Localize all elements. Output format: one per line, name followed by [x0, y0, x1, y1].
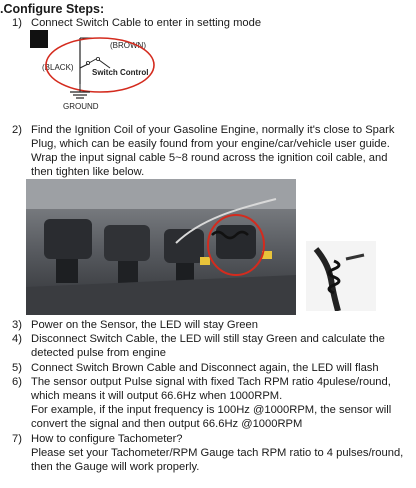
step-4-line-2: detected pulse from engine: [31, 347, 166, 359]
step-6-line-2: which means it will output 66.6Hz when 1000RPM.: [31, 390, 283, 402]
step-7-line-1: How to configure Tachometer?: [31, 433, 183, 445]
brown-label: (BROWN): [110, 41, 146, 50]
step-6-line-4: convert the signal and then output 66.6Hz @1000RPM: [31, 418, 303, 430]
cable-wrap-closeup-photo: [306, 241, 376, 311]
page-title: .Configure Steps:: [0, 2, 105, 16]
step-2-line-1: Find the Ignition Coil of your Gasoline Engine, normally it's close to Spark: [31, 124, 395, 136]
step-1-text: Connect Switch Cable to enter in setting mode: [31, 17, 262, 29]
step-3-number: 3): [12, 319, 22, 331]
ground-label: GROUND: [63, 102, 99, 111]
engine-ignition-coil-photo: [26, 179, 296, 315]
step-5-text: Connect Switch Brown Cable and Disconnect again, the LED will flash: [31, 362, 379, 374]
step-4-line-1: Disconnect Switch Cable, the LED will still stay Green and calculate the: [31, 333, 385, 345]
step-6-line-1: The sensor output Pulse signal with fixed Tach RPM ratio 4pulese/round,: [31, 376, 391, 388]
step-3-text: Power on the Sensor, the LED will stay Green: [31, 319, 258, 331]
black-square: [30, 30, 48, 48]
step-2-line-2: Plug, which can be easily found from your engine/car/vehicle user guide.: [31, 138, 390, 150]
switch-wiring-diagram: [30, 30, 160, 114]
black-label: (BLACK): [42, 63, 74, 72]
switch-control-label: Switch Control: [92, 68, 149, 77]
step-7-line-2: Please set your Tachometer/RPM Gauge tach RPM ratio to 4 pulses/round,: [31, 447, 404, 459]
step-7-number: 7): [12, 433, 22, 445]
step-6-number: 6): [12, 376, 22, 388]
step-6-line-3: For example, if the input frequency is 100Hz @1000RPM, the sensor will: [31, 404, 392, 416]
step-2-line-4: then tighten like below.: [31, 166, 145, 178]
step-2-number: 2): [12, 124, 22, 136]
step-7-line-3: then the Gauge will work properly.: [31, 461, 200, 473]
step-1-number: 1): [12, 17, 22, 29]
step-4-number: 4): [12, 333, 22, 345]
step-5-number: 5): [12, 362, 22, 374]
step-2-line-3: Wrap the input signal cable 5~8 round across the ignition coil cable, and: [31, 152, 388, 164]
